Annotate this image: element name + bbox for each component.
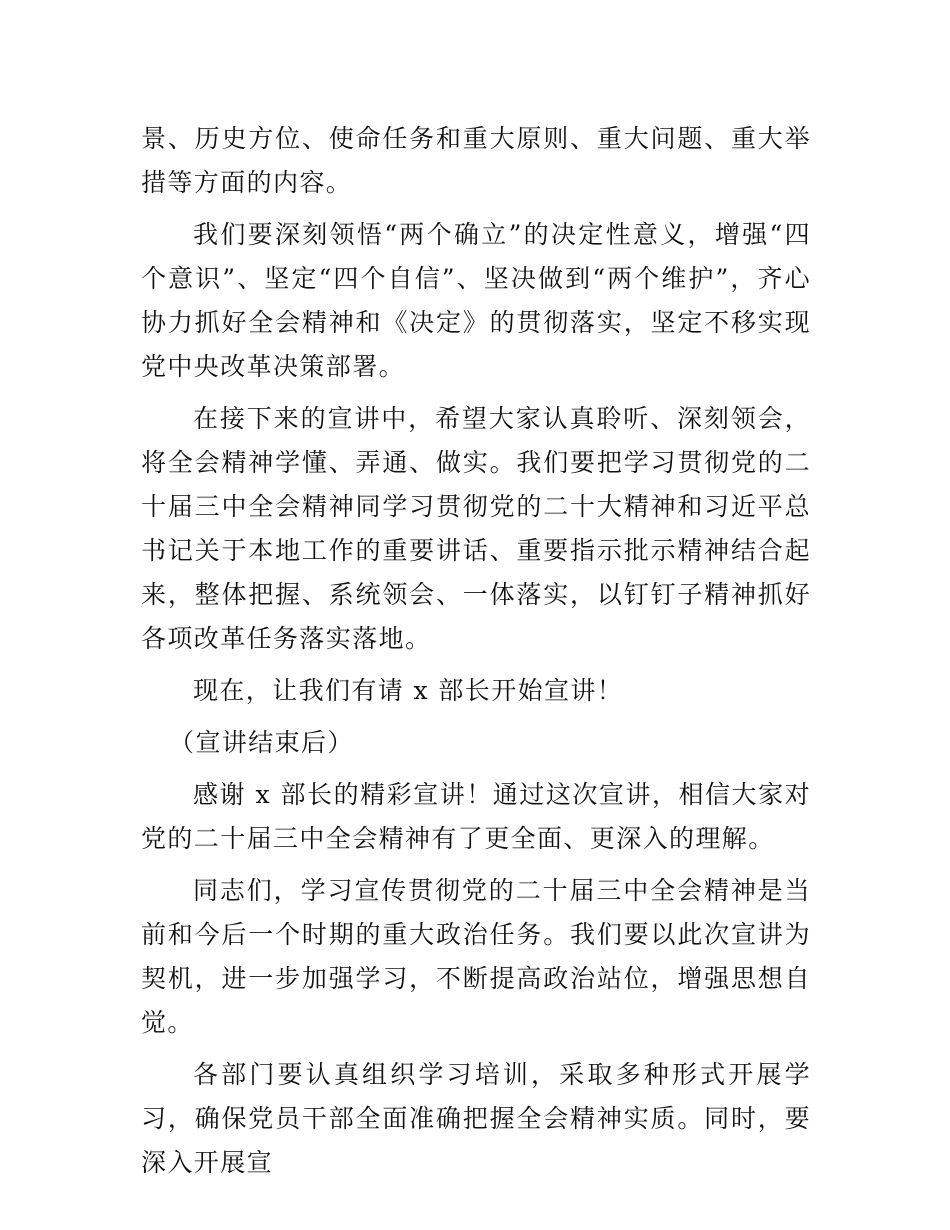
paragraph-continuation: 景、历史方位、使命任务和重大原则、重大问题、重大举措等方面的内容。 [141, 124, 811, 197]
paragraph-invite-speaker: 现在，让我们有请 x 部长开始宣讲！ [193, 676, 624, 705]
paragraph-after-lecture-note: （宣讲结束后） [169, 728, 354, 757]
paragraph-departments-study: 各部门要认真组织学习培训，采取多种形式开展学习，确保党员干部全面准确把握全会精神实质。同时，要深入开展宣 [141, 1060, 811, 1177]
document-body [141, 117, 811, 1193]
paragraph-political-task: 同志们，学习宣传贯彻党的二十届三中全会精神是当前和今后一个时期的重大政治任务。我们要以此次宣讲为契机，进一步加强学习，不断提高政治站位，增强思想自觉。 [141, 876, 811, 1037]
paragraph-upcoming-lecture: 在接下来的宣讲中，希望大家认真聆听、深刻领会，将全会精神学懂、弄通、做实。我们要把学习贯彻党的二十届三中全会精神同学习贯彻党的二十大精神和习近平总书记关于本地工作的重要讲话、重要指示批示精神结合起来，整体把握、系统领会、一体落实，以钉钉子精神抓好各项改革任务落实落地。 [141, 404, 811, 653]
paragraph-thanks: 感谢 x 部长的精彩宣讲！通过这次宣讲，相信大家对党的二十届三中全会精神有了更全面、更深入的理解。 [141, 780, 811, 853]
paragraph-two-establishes: 我们要深刻领悟“两个确立”的决定性意义，增强“四个意识”、坚定“四个自信”、坚决做到“两个维护”，齐心协力抓好全会精神和《决定》的贯彻落实，坚定不移实现党中央改革决策部署。 [141, 220, 811, 381]
